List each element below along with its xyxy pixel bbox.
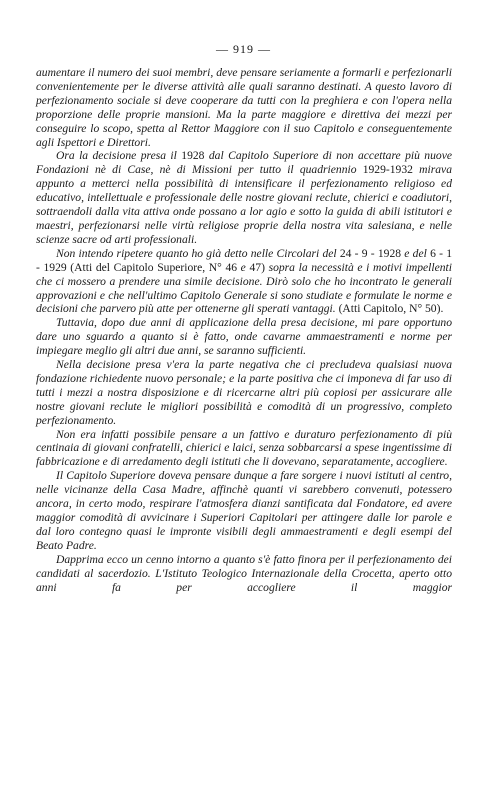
- paragraph: [36, 428, 452, 470]
- paragraph: [36, 553, 452, 595]
- text-run: 1929-1932: [362, 163, 413, 177]
- text-run: e: [237, 260, 250, 274]
- text-run: Non era infatti possibile pensare a un fattivo e duraturo perfezionamento di più centinaia di giovani confratelli, chierici e laici, senza sobbarcarsi a spese ingentissime di fabbricazione e di arredamento degli istituti che li dovevano, separatamente, accogliere.: [36, 427, 452, 469]
- text-run: mirava appunto a metterci nella possibilità di intensificare il perfezionamento religioso ed educativo, intellettuale e professionale delle nostre giovani reclute, chierici e coadiutori, sottraendoli dalla vita attiva onde possano a lor agio e sotto la guida di abili istitutori e maestri, perfezionarsi nelle virtù religiose proprie della nostra vita salesiana, e nelle scienze sacre od arti professionali.: [36, 163, 452, 246]
- text-run: Dapprima ecco un cenno intorno a quanto s'è fatto finora per il perfezionamento dei candidati al sacerdozio. L'Istituto Teologico Internazionale della Crocetta, aperto otto anni fa per accogliere il maggior: [36, 552, 452, 594]
- text-run: Non intendo ripetere quanto ho già detto nelle Circolari del: [56, 246, 340, 260]
- paragraph: [36, 316, 452, 358]
- text-run: Ora la decisione presa il: [56, 149, 182, 163]
- text-run: e del: [401, 246, 431, 260]
- paragraph: [36, 149, 452, 246]
- text-run: 47): [249, 260, 265, 274]
- text-run: Tuttavia, dopo due anni di applicazione della presa decisione, mi pare opportuno dare uno sguardo a quanto si è fatto, onde cavarne ammaestramenti e norme per impiegare meglio gli altri due anni, se saranno sufficienti.: [36, 316, 452, 358]
- text-run: Nella decisione presa v'era la parte negativa che ci precludeva qualsiasi nuova fondazione richiedente nuovo personale; e la parte positiva che ci imponeva di far uso di tutti i mezzi a nostra disposizione e di ricercarne altri più copiosi per assicurare alle nostre giovani reclute le migliori possibilità e comodità di un progressivo, completo perfezionamento.: [36, 358, 452, 427]
- text-run: 6 - 1 - 1929 (Atti del Capitolo Superiore, N° 46: [36, 246, 452, 274]
- paragraph: [36, 247, 452, 317]
- paragraph: [36, 358, 452, 428]
- text-run: dal Capitolo Superiore di non accettare più nuove Fondazioni nè di Case, nè di Missioni per tutto il quadriennio: [36, 149, 452, 177]
- paragraph: [36, 66, 452, 149]
- text-run: 24 - 9 - 1928: [339, 246, 402, 260]
- paragraph: [36, 469, 452, 552]
- text-run: 1928: [181, 149, 205, 163]
- text-run: (Atti Capitolo, N° 50).: [338, 302, 444, 316]
- text-run: sopra la necessità e i motivi impellenti che ci mossero a prendere una simile decisione. Dirò solo che ho incontrato le generali approvazioni e che nell'ultimo Capitolo Generale si sono studiate e formulate le norme e decisioni che parvero più atte per ottenerne gli sperati vantaggi.: [36, 260, 452, 316]
- text-run: aumentare il numero dei suoi membri, deve pensare seriamente a formarli e perfezionarli convenientemente per le diverse attività alle quali saranno destinati. A questo lavoro di perfezionamento sociale si deve cooperare da tutti con la preghiera e con l'opera nella proporzione delle proprie mansioni. Ma la parte maggiore e direttiva dei mezzi per conseguire lo scopo, spetta al Rettor Maggiore con il suo Capitolo e conseguentemente agli Ispettori e Direttori.: [36, 66, 452, 149]
- page-body: [36, 66, 452, 594]
- page-number: — 919 —: [216, 42, 271, 56]
- text-run: Il Capitolo Superiore doveva pensare dunque a fare sorgere i nuovi istituti al centro, nelle vicinanze della Casa Madre, affinchè quanti vi sarebbero convenuti, potessero ancora, in certo modo, respirare l'atmosfera dianzi santificata dal Fondatore, ed avere maggior comodità di avvicinare i Superiori Capitolari per attingere dalle lor parole e dal loro contegno quasi le impronte visibili degli ammaestramenti e degli esempi del Beato Padre.: [36, 469, 452, 552]
